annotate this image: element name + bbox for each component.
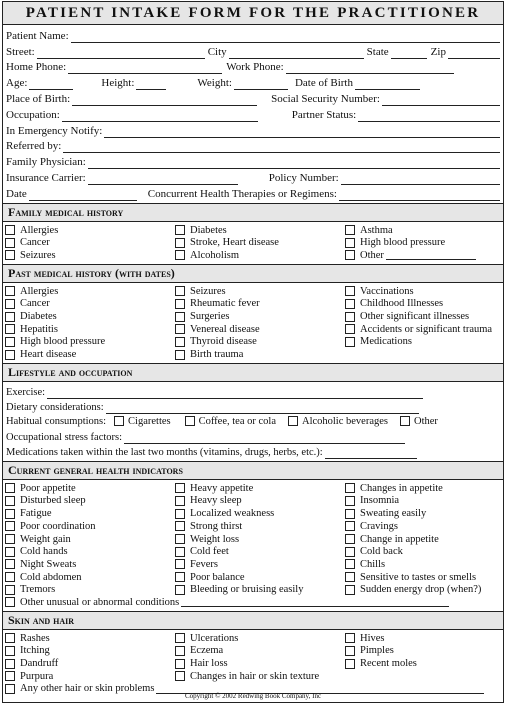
skin-hair-heading: Skin and hair — [3, 611, 503, 630]
family-history-label: Stroke, Heart disease — [190, 237, 279, 249]
family-history-label: Allergies — [20, 224, 59, 236]
current-health-item — [5, 583, 175, 596]
current-health-item — [5, 495, 175, 508]
cigarettes-label: Cigarettes — [128, 415, 171, 427]
current-health-item — [175, 495, 345, 508]
past-history-checkbox[interactable] — [175, 299, 185, 309]
partner-status-field[interactable] — [358, 110, 500, 122]
current-health-item — [345, 558, 505, 571]
past-history-label: Surgeries — [190, 311, 230, 323]
current-health-label: Localized weakness — [190, 508, 275, 520]
current-health-label: Disturbed sleep — [20, 495, 86, 507]
insurance-label: Insurance Carrier: — [6, 171, 86, 184]
past-history-checkbox[interactable] — [345, 286, 355, 296]
current-health-checkbox[interactable] — [175, 572, 185, 582]
occupation-field[interactable] — [62, 110, 258, 122]
past-history-label: High blood pressure — [20, 336, 106, 348]
current-health-label: Cold back — [360, 546, 403, 558]
date-label: Date — [6, 187, 27, 200]
skin-hair-label: Itching — [20, 645, 50, 657]
skin-hair-checkbox[interactable] — [175, 671, 185, 681]
dietary-field[interactable] — [106, 403, 419, 414]
referred-label: Referred by: — [6, 140, 62, 153]
family-history-item — [5, 249, 175, 262]
weight-label: Weight: — [197, 77, 232, 90]
exercise-label: Exercise: — [6, 386, 46, 398]
current-health-item — [5, 533, 175, 546]
current-health-checkbox[interactable] — [345, 559, 355, 569]
past-history-item — [345, 323, 505, 336]
family-history-checkbox[interactable] — [175, 250, 185, 260]
partner-status-label: Partner Status: — [291, 108, 357, 121]
current-health-label: Sudden energy drop (when?) — [360, 584, 482, 596]
current-health-label: Change in appetite — [360, 533, 439, 545]
skin-hair-label: Recent moles — [360, 658, 417, 670]
medications-label: Medications taken within the last two months (vitamins, drugs, herbs, etc.): — [6, 446, 323, 458]
date-field[interactable] — [29, 189, 137, 201]
current-health-checkbox[interactable] — [5, 534, 15, 544]
past-history-item — [345, 310, 505, 323]
family-history-checkbox[interactable] — [345, 250, 355, 260]
past-history-checkbox[interactable] — [345, 312, 355, 322]
current-health-checkbox[interactable] — [345, 521, 355, 531]
current-health-checkbox[interactable] — [175, 509, 185, 519]
work-phone-field[interactable] — [286, 62, 454, 74]
current-health-checkbox[interactable] — [175, 521, 185, 531]
skin-hair-checkbox[interactable] — [5, 646, 15, 656]
current-health-item — [345, 507, 505, 520]
past-history-label: Childhood Illnesses — [360, 298, 444, 310]
past-history-label: Seizures — [190, 285, 226, 297]
dob-label: Date of Birth — [294, 77, 353, 90]
family-history-item — [5, 224, 175, 237]
current-health-item — [175, 558, 345, 571]
past-history-item — [5, 336, 175, 349]
habitual-label: Habitual consumptions: — [6, 415, 107, 427]
past-history-label: Medications — [360, 336, 412, 348]
skin-hair-label: Rashes — [20, 632, 50, 644]
skin-hair-item — [5, 657, 175, 670]
family-history-item — [175, 236, 345, 249]
current-health-checkboxes — [3, 480, 503, 596]
family-history-label: Asthma — [360, 224, 393, 236]
past-history-item — [175, 298, 345, 311]
skin-hair-item — [5, 632, 175, 645]
insurance-field[interactable] — [88, 173, 238, 185]
past-history-checkbox[interactable] — [175, 312, 185, 322]
current-health-label: Weight gain — [20, 533, 71, 545]
past-history-checkbox[interactable] — [5, 312, 15, 322]
current-health-checkbox[interactable] — [175, 534, 185, 544]
skin-hair-item — [175, 632, 345, 645]
past-history-item — [5, 323, 175, 336]
past-history-label: Allergies — [20, 285, 59, 297]
current-health-checkbox[interactable] — [345, 509, 355, 519]
stress-field[interactable] — [124, 433, 405, 444]
current-health-checkbox[interactable] — [5, 572, 15, 582]
past-history-item — [175, 310, 345, 323]
current-health-label: Heavy appetite — [190, 482, 254, 494]
current-health-checkbox[interactable] — [175, 496, 185, 506]
intake-form — [2, 1, 504, 703]
skin-hair-label: Changes in hair or skin texture — [190, 670, 320, 682]
current-health-label: Cold feet — [190, 546, 229, 558]
current-health-checkbox[interactable] — [5, 559, 15, 569]
skin-hair-checkbox[interactable] — [345, 659, 355, 669]
family-history-item — [345, 236, 505, 249]
skin-hair-item — [175, 645, 345, 658]
past-history-label: Birth trauma — [190, 349, 244, 361]
dob-field[interactable] — [355, 78, 420, 90]
family-history-label: Cancer — [20, 237, 50, 249]
current-health-checkbox[interactable] — [345, 585, 355, 595]
skin-hair-item — [5, 645, 175, 658]
current-health-label: Cold hands — [20, 546, 68, 558]
city-label: City — [207, 45, 227, 58]
past-history-checkbox[interactable] — [345, 299, 355, 309]
past-history-item — [5, 310, 175, 323]
current-health-label: Heavy sleep — [190, 495, 242, 507]
alcoholic-checkbox[interactable] — [288, 416, 298, 426]
past-history-checkbox[interactable] — [345, 324, 355, 334]
concurrent-field[interactable] — [339, 189, 500, 201]
height-label: Height: — [101, 77, 135, 90]
past-history-label: Thyroid disease — [190, 336, 257, 348]
copyright: Copyright © 2002 Redwing Book Company, Inc — [184, 692, 322, 700]
past-history-item — [175, 336, 345, 349]
current-health-checkbox[interactable] — [5, 483, 15, 493]
current-health-label: Poor appetite — [20, 482, 76, 494]
home-phone-label: Home Phone: — [6, 61, 67, 74]
current-health-label: Fatigue — [20, 508, 52, 520]
past-history-checkbox[interactable] — [5, 350, 15, 360]
skin-hair-label: Eczema — [190, 645, 224, 657]
current-health-item — [175, 545, 345, 558]
current-health-heading: Current general health indicators — [3, 461, 503, 480]
state-field[interactable] — [391, 47, 427, 59]
stress-label: Occupational stress factors: — [6, 431, 123, 443]
current-health-checkbox[interactable] — [175, 559, 185, 569]
family-history-item — [345, 224, 505, 237]
past-history-checkbox[interactable] — [175, 337, 185, 347]
past-history-checkbox[interactable] — [175, 350, 185, 360]
zip-field[interactable] — [448, 47, 500, 59]
current-health-checkbox[interactable] — [175, 585, 185, 595]
family-history-item — [345, 249, 505, 262]
lifestyle-section — [3, 382, 503, 459]
past-history-label: Hepatitis — [20, 323, 58, 335]
current-health-label: Sensitive to tastes or smells — [360, 571, 477, 583]
current-health-label: Changes in appetite — [360, 482, 443, 494]
current-health-checkbox[interactable] — [345, 496, 355, 506]
past-history-item — [175, 348, 345, 361]
street-field[interactable] — [37, 47, 205, 59]
past-history-item — [345, 336, 505, 349]
past-history-label: Heart disease — [20, 349, 77, 361]
family-history-checkbox[interactable] — [5, 250, 15, 260]
family-history-checkbox[interactable] — [175, 225, 185, 235]
physician-field[interactable] — [88, 157, 500, 169]
skin-hair-checkbox[interactable] — [175, 646, 185, 656]
occupation-label: Occupation: — [6, 108, 60, 121]
past-history-checkbox[interactable] — [5, 286, 15, 296]
current-other-label: Other unusual or abnormal conditions — [20, 596, 180, 608]
past-history-item — [175, 323, 345, 336]
skin-hair-label: Ulcerations — [190, 632, 239, 644]
past-history-item — [175, 285, 345, 298]
current-health-checkbox[interactable] — [345, 547, 355, 557]
current-health-label: Poor balance — [190, 571, 245, 583]
current-health-item — [345, 482, 505, 495]
city-field[interactable] — [229, 47, 364, 59]
past-history-heading: Past medical history (with dates) — [3, 264, 503, 283]
current-health-checkbox[interactable] — [175, 483, 185, 493]
skin-hair-checkbox[interactable] — [5, 633, 15, 643]
family-history-checkbox[interactable] — [175, 238, 185, 248]
zip-label: Zip — [430, 45, 446, 58]
past-history-label: Venereal disease — [190, 323, 260, 335]
current-health-item — [345, 571, 505, 584]
past-history-checkbox[interactable] — [5, 337, 15, 347]
family-history-label: Other — [360, 249, 384, 261]
family-history-label: Seizures — [20, 249, 56, 261]
family-history-checkboxes — [3, 222, 503, 262]
current-health-checkbox[interactable] — [5, 509, 15, 519]
state-label: State — [366, 45, 389, 58]
current-health-item — [175, 583, 345, 596]
exercise-field[interactable] — [47, 388, 423, 399]
home-phone-field[interactable] — [68, 62, 222, 74]
skin-hair-checkbox[interactable] — [5, 659, 15, 669]
current-health-checkbox[interactable] — [5, 521, 15, 531]
current-health-label: Night Sweats — [20, 558, 77, 570]
age-field[interactable] — [29, 78, 73, 90]
medications-field[interactable] — [325, 448, 417, 459]
family-history-label: Diabetes — [190, 224, 227, 236]
family-history-item — [5, 236, 175, 249]
skin-hair-label: Dandruff — [20, 658, 59, 670]
current-health-label: Sweating easily — [360, 508, 427, 520]
current-health-item — [5, 545, 175, 558]
past-history-label: Cancer — [20, 298, 50, 310]
current-health-item — [175, 533, 345, 546]
patient-name-field[interactable] — [71, 31, 500, 43]
skin-hair-label: Purpura — [20, 670, 54, 682]
past-history-label: Other significant illnesses — [360, 311, 470, 323]
current-health-item — [5, 571, 175, 584]
past-history-label: Rheumatic fever — [190, 298, 260, 310]
policy-label: Policy Number: — [268, 171, 339, 184]
skin-hair-checkboxes — [3, 630, 503, 683]
policy-field[interactable] — [341, 173, 500, 185]
skin-hair-checkbox[interactable] — [175, 633, 185, 643]
past-history-label: Vaccinations — [360, 285, 414, 297]
skin-hair-item — [345, 632, 505, 645]
alcoholic-label: Alcoholic beverages — [301, 415, 388, 427]
current-health-checkbox[interactable] — [5, 585, 15, 595]
family-history-heading: Family medical history — [3, 203, 503, 222]
skin-hair-item — [5, 670, 175, 683]
current-health-label: Poor coordination — [20, 520, 96, 532]
current-health-checkbox[interactable] — [345, 572, 355, 582]
family-history-checkbox[interactable] — [345, 238, 355, 248]
current-health-item — [175, 520, 345, 533]
other-consumption-checkbox[interactable] — [400, 416, 410, 426]
current-health-item — [345, 545, 505, 558]
referred-field[interactable] — [63, 141, 500, 153]
current-health-item — [345, 495, 505, 508]
current-health-checkbox[interactable] — [5, 547, 15, 557]
current-health-checkbox[interactable] — [5, 496, 15, 506]
past-history-item — [5, 298, 175, 311]
current-other-checkbox[interactable] — [5, 597, 15, 607]
age-label: Age: — [6, 77, 28, 90]
skin-hair-item — [345, 670, 505, 683]
current-health-label: Cravings — [360, 520, 398, 532]
emergency-field[interactable] — [104, 126, 500, 138]
family-history-label: Alcoholism — [190, 249, 239, 261]
ssn-field[interactable] — [382, 94, 500, 106]
family-history-label: High blood pressure — [360, 237, 446, 249]
skin-hair-item — [175, 670, 345, 683]
past-history-checkbox[interactable] — [5, 324, 15, 334]
current-health-item — [5, 558, 175, 571]
patient-info-section — [3, 25, 503, 201]
form-title: PATIENT INTAKE FORM FOR THE PRACTITIONER — [3, 2, 503, 25]
past-history-checkbox[interactable] — [175, 286, 185, 296]
physician-label: Family Physician: — [6, 156, 86, 169]
skin-hair-label: Hives — [360, 632, 385, 644]
current-health-label: Fevers — [190, 558, 218, 570]
current-health-item — [5, 520, 175, 533]
concurrent-label: Concurrent Health Therapies or Regimens: — [147, 187, 337, 200]
coffee-label: Coffee, tea or cola — [198, 415, 276, 427]
past-history-item — [345, 298, 505, 311]
current-health-item — [5, 482, 175, 495]
place-of-birth-label: Place of Birth: — [6, 92, 71, 105]
skin-hair-label: Pimples — [360, 645, 394, 657]
current-health-item — [5, 507, 175, 520]
dietary-label: Dietary considerations: — [6, 401, 104, 413]
past-history-label: Accidents or significant trauma — [360, 323, 493, 335]
family-history-item — [175, 249, 345, 262]
current-health-label: Chills — [360, 558, 386, 570]
past-history-item — [5, 348, 175, 361]
current-health-item — [175, 507, 345, 520]
current-health-item — [345, 520, 505, 533]
street-label: Street: — [6, 45, 35, 58]
family-history-checkbox[interactable] — [5, 225, 15, 235]
past-history-checkbox[interactable] — [175, 324, 185, 334]
past-history-item — [345, 285, 505, 298]
past-history-item — [5, 285, 175, 298]
current-health-label: Insomnia — [360, 495, 400, 507]
current-health-label: Tremors — [20, 584, 56, 596]
current-other-row — [3, 596, 503, 609]
current-other-field[interactable] — [181, 597, 449, 607]
cigarettes-checkbox[interactable] — [114, 416, 124, 426]
skin-hair-label: Hair loss — [190, 658, 228, 670]
current-health-label: Bleeding or bruising easily — [190, 584, 304, 596]
work-phone-label: Work Phone: — [226, 61, 284, 74]
family-history-other-field[interactable] — [386, 250, 476, 260]
lifestyle-heading: Lifestyle and occupation — [3, 363, 503, 382]
current-health-item — [345, 583, 505, 596]
skin-hair-checkbox[interactable] — [345, 633, 355, 643]
past-history-item — [345, 348, 505, 361]
emergency-label: In Emergency Notify: — [6, 124, 103, 137]
current-health-label: Weight loss — [190, 533, 240, 545]
current-health-item — [345, 533, 505, 546]
family-history-checkbox[interactable] — [345, 225, 355, 235]
family-history-checkbox[interactable] — [5, 238, 15, 248]
skin-other-label: Any other hair or skin problems — [20, 683, 155, 695]
height-field[interactable] — [136, 78, 166, 90]
past-history-checkbox[interactable] — [345, 337, 355, 347]
patient-name-label: Patient Name: — [6, 29, 69, 42]
skin-hair-item — [345, 645, 505, 658]
skin-hair-checkbox[interactable] — [5, 671, 15, 681]
current-health-label: Cold abdomen — [20, 571, 82, 583]
family-history-item — [175, 224, 345, 237]
current-health-checkbox[interactable] — [345, 483, 355, 493]
skin-hair-item — [345, 657, 505, 670]
skin-hair-item — [175, 657, 345, 670]
coffee-checkbox[interactable] — [185, 416, 195, 426]
past-history-checkboxes — [3, 283, 503, 361]
current-health-item — [175, 571, 345, 584]
past-history-label: Diabetes — [20, 311, 57, 323]
skin-hair-checkbox[interactable] — [175, 659, 185, 669]
current-health-checkbox[interactable] — [175, 547, 185, 557]
skin-hair-checkbox[interactable] — [345, 646, 355, 656]
current-health-item — [175, 482, 345, 495]
ssn-label: Social Security Number: — [271, 92, 380, 105]
past-history-checkbox[interactable] — [5, 299, 15, 309]
place-of-birth-field[interactable] — [72, 94, 257, 106]
current-health-checkbox[interactable] — [345, 534, 355, 544]
current-health-label: Strong thirst — [190, 520, 243, 532]
other-consumption-label: Other — [414, 415, 438, 427]
weight-field[interactable] — [234, 78, 288, 90]
